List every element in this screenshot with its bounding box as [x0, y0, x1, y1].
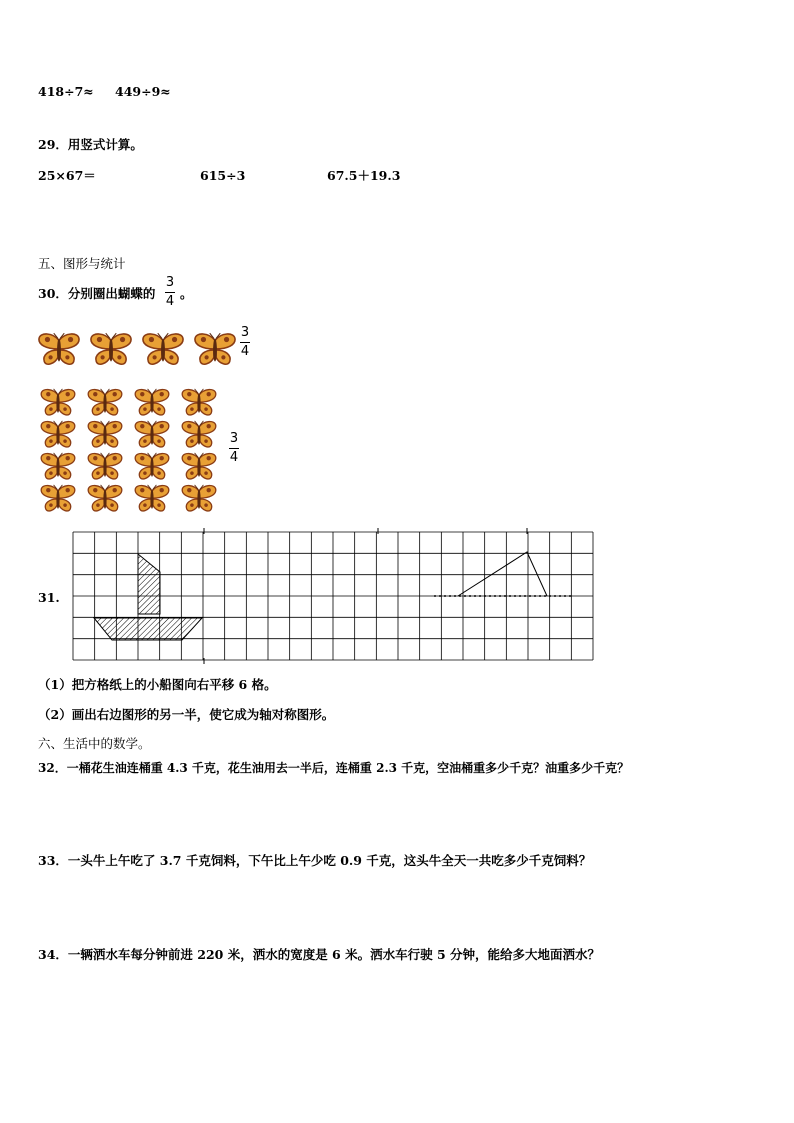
butterfly-icon: [132, 484, 172, 514]
butterfly-icon: [85, 388, 125, 418]
group1-fraction: [240, 326, 250, 359]
butterfly-icon: [85, 452, 125, 482]
boat-sail: [138, 554, 160, 614]
q31-number: 31.: [38, 590, 60, 605]
butterfly-icon: [179, 420, 219, 450]
butterfly-icon: [38, 420, 78, 450]
butterfly-group-2: [38, 388, 228, 516]
fraction-numerator: 3: [229, 431, 239, 446]
q32-text: 32．一桶花生油连桶重 4.3 千克，花生油用去一半后，连桶重 2.3 千克，空油桶重多少千克？油重多少千克？: [38, 761, 630, 775]
q33-text: 33．一头牛上午吃了 3.7 千克饲料，下午比上午少吃 0.9 千克，这头牛全天一共吃多少千克饲料？: [38, 853, 592, 868]
q30-prefix: 30．分别圈出蝴蝶的: [38, 286, 156, 301]
q31-sub-2: （2）画出右边图形的另一半，使它成为轴对称图形。: [38, 707, 335, 722]
butterfly-icon: [38, 484, 78, 514]
butterfly-group-1: [38, 332, 238, 370]
q29-item-3: 67.5＋19.3: [327, 168, 401, 183]
butterfly-icon: [132, 420, 172, 450]
q30-prompt: [38, 286, 155, 302]
butterfly-icon: [179, 452, 219, 482]
fraction-numerator: 3: [240, 325, 250, 340]
butterfly-icon: [142, 332, 184, 368]
calc-item-2: 449÷9≈: [115, 84, 171, 99]
fraction-denominator: 4: [165, 294, 175, 309]
section-6-title: 六、生活中的数学。: [38, 736, 151, 751]
fraction-bar: [240, 342, 250, 343]
calc-item-1: 418÷7≈: [38, 84, 94, 99]
butterfly-icon: [179, 484, 219, 514]
q29-title: 29．用竖式计算。: [38, 137, 143, 152]
butterfly-icon: [90, 332, 132, 368]
butterfly-icon: [85, 420, 125, 450]
q30-fraction: [165, 276, 175, 309]
butterfly-icon: [38, 388, 78, 418]
q30-suffix: 。: [180, 286, 193, 301]
group2-fraction: [229, 432, 239, 465]
butterfly-icon: [85, 484, 125, 514]
fraction-bar: [165, 292, 175, 293]
fraction-numerator: 3: [165, 275, 175, 290]
q31-sub-1: （1）把方格纸上的小船图向右平移 6 格。: [38, 677, 277, 692]
butterfly-icon: [38, 332, 80, 368]
q29-item-1: 25×67＝: [38, 168, 96, 183]
q31-grid-figure: [72, 528, 594, 664]
q29-item-2: 615÷3: [200, 168, 246, 183]
butterfly-icon: [194, 332, 236, 368]
q34-text: 34．一辆洒水车每分钟前进 220 米，洒水的宽度是 6 米。洒水车行驶 5 分钟，能给多大地面洒水？: [38, 947, 600, 962]
section-5-title: 五、图形与统计: [38, 256, 126, 271]
half-triangle: [458, 552, 547, 596]
fraction-denominator: 4: [229, 450, 239, 465]
butterfly-icon: [179, 388, 219, 418]
boat-hull: [94, 618, 202, 640]
butterfly-icon: [38, 452, 78, 482]
fraction-bar: [229, 448, 239, 449]
fraction-denominator: 4: [240, 344, 250, 359]
butterfly-icon: [132, 388, 172, 418]
butterfly-icon: [132, 452, 172, 482]
